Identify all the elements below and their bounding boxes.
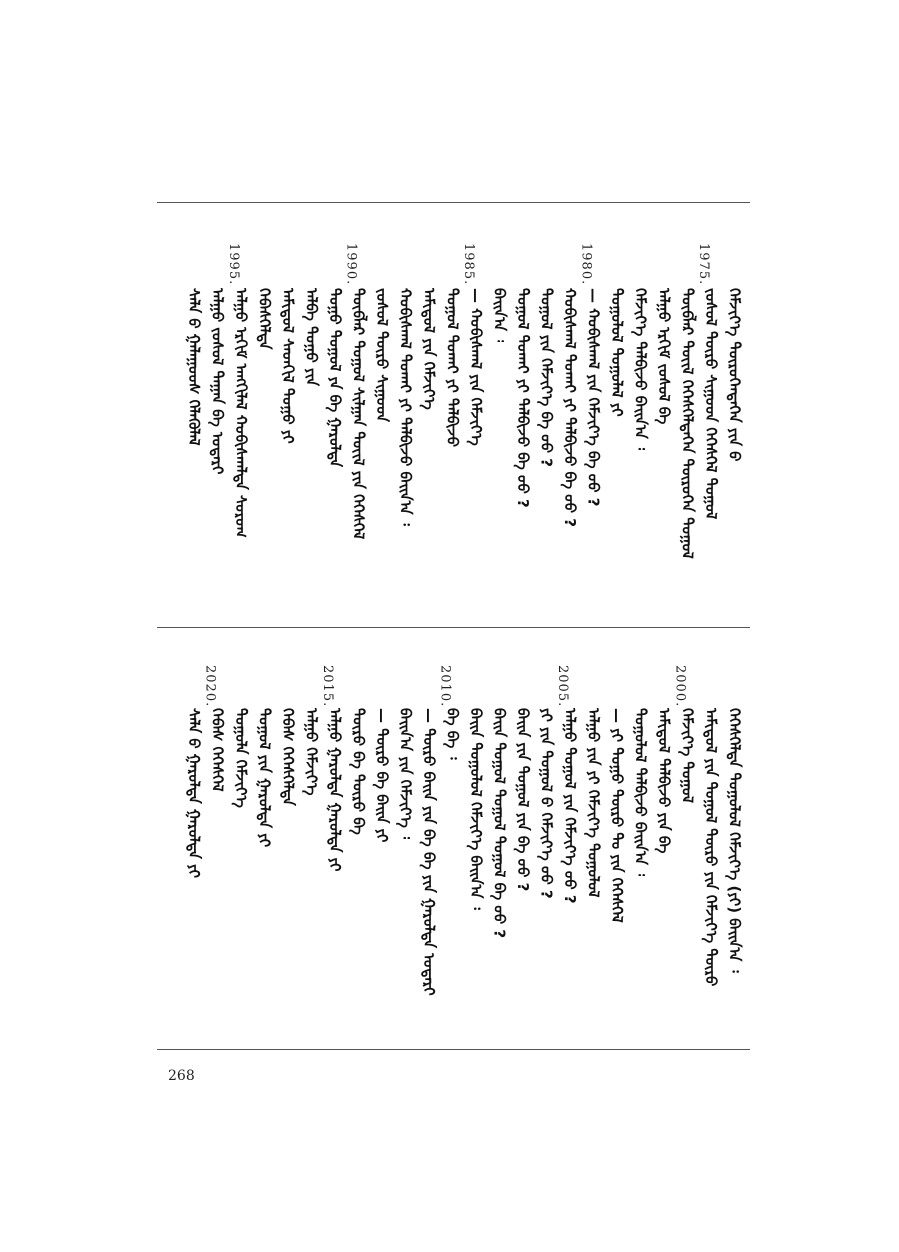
verse-line: ᠵᠤᠰᠤᠯ ᠲᠦᠷᠦ ᠰᠢᠭᠤᠳ [373, 288, 391, 423]
verse-line: ᠲᠤᠭᠤᠯ ᠲᠤᠬᠠᠢ ᠶᠢ ᠲᠠᠯᠪᠢᠵᠤ [443, 288, 462, 448]
verse-line: ᠲᠤᠭᠤᠯᠠ ᠬᠡᠮᠵᠢᠶ᠎ᠡ [232, 708, 250, 808]
verse-line: ᠠᠯᠭᠤ ᠲᠤᠭᠤᠯ ᠶᠢᠨ ᠬᠡᠮᠵᠢᠶ᠎ᠡ ᠤᠤ ? [561, 708, 579, 904]
verse-line: ᠬᠡᠪᠡᠰ ᠬᠡᠭᠡᠰᠭᠡᠯ [208, 708, 227, 792]
verse-line: ᠲᠤᠭᠤᠯᠤᠯ ᠲᠠᠯᠪᠢᠵᠤ ᠪᠠᠢᠨ᠎ᠠ ᠄ [631, 708, 650, 877]
year-label: 1985. [461, 243, 476, 286]
verse-line: — ᠬᠤᠪᠢᠰᠬᠠᠯ ᠶᠢᠨ ᠬᠡᠮᠵᠢᠶ᠎ᠡ [467, 288, 485, 446]
verse-line: ᠰᠡᠯᠡ ᠪ ᠭᠠᠯᠠᠭᠤᠤᠰ ᠬᠡᠯᠡᠬᠦᠯᠡᠯ [185, 288, 203, 446]
verse-line: ᠪᠠᠢᠨ ᠲᠤᠭᠤᠯ ᠲᠤᠭᠤᠯ ᠲᠤᠭᠤᠯ ᠪᠠ ᠤᠤ ? [490, 708, 509, 939]
top-rule [157, 202, 750, 203]
year-label: 1975. [696, 243, 711, 286]
year-label: 1980. [578, 243, 594, 286]
verse-line: ᠠᠯᠭᠤ ᠶᠢᠨ ᠶᠢ ᠬᠡᠮᠵᠢᠶ᠎ᠡ ᠲᠤᠭᠤᠯᠤᠯ [584, 708, 603, 898]
verse-line: ᠠᠮᠢᠳᠤᠯ ᠰᠡᠳᠬᠢᠯ ᠲᠤᠭᠤ ᠶᠢ [279, 288, 297, 444]
verse-line: ᠠᠮᠢᠳᠤᠯ ᠶᠢᠨ ᠬᠡᠮᠵᠢᠶ᠎ᠡ [420, 288, 438, 410]
verse-line: ᠬᠡᠭᠡᠰᠭᠡᠯᠳᠡ ᠲᠤᠭᠤᠯᠤᠯ ᠬᠡᠮᠵᠢᠶ᠎ᠡ (ᠶᠢ) ᠪᠠᠢᠨ᠎ᠠ ᠄ [725, 708, 744, 973]
year-label: 2010. [437, 665, 453, 708]
verse-line: — ᠬᠤᠪᠢᠰᠬᠠᠯ ᠶᠢᠨ ᠬᠡᠮᠵᠢᠶ᠎ᠡ ᠪᠠ ᠤᠤ ? [584, 288, 603, 507]
verse-line: ᠪᠠᠢᠨ ᠶᠢᠨ ᠲᠤᠭᠤᠯ ᠶᠢᠨ ᠪᠠ ᠤᠤ ? [514, 708, 532, 892]
verse-line: ᠬᠡᠪᠡᠰᠭᠡᠯᠳᠡ [255, 288, 274, 350]
verse-line: ᠪᠠᠢᠨ ᠲᠤᠭᠤᠯᠤᠯ ᠬᠡᠮᠵᠢᠶ᠎ᠡ ᠪᠠᠢᠨ᠎ᠠ ᠄ [467, 708, 485, 910]
verse-line: ᠵᠤᠰᠤᠯ ᠲᠦᠷᠦ ᠰᠢᠭᠤᠳ ᠬᠡᠭᠡᠰᠭᠡᠯ ᠲᠤᠭᠤᠯ [702, 288, 720, 520]
verse-line: ᠬᠤᠪᠢᠰᠬᠠᠯ ᠲᠤᠬᠠᠢ ᠶᠢ ᠲᠠᠯᠪᠢᠵᠤ ᠪᠠᠢᠨ᠎ᠠ ᠄ [396, 288, 415, 526]
verse-line: ᠶᠢ ᠶᠢᠨ ᠲᠤᠭᠤᠯ ᠪ ᠬᠡᠮᠵᠢᠶ᠎ᠡ ᠤᠤ ? [537, 708, 556, 899]
year-label: 1995. [226, 243, 241, 286]
verse-line: ᠲᠤᠭᠤᠯ ᠶᠢᠨ ᠬᠡᠮᠵᠢᠶ᠎ᠡ ᠪᠠ ᠤᠤ ? [537, 288, 556, 467]
verse-line: ᠬᠡᠮᠵᠢᠶ᠎ᠡ ᠲᠤᠭᠤᠯ [678, 708, 697, 803]
verse-line: ᠲᠤᠭᠤᠯ ᠶᠢᠨ ᠭᠠᠷᠤᠯᠲᠠ ᠶᠢ [255, 708, 274, 848]
verse-line: ᠬᠡᠮᠵᠢᠶ᠎ᠡ ᠲᠦᠷᠦᠭᠡᠨᠳᠡᠭᠡᠨ ᠶᠢᠨ ᠪ [725, 288, 744, 462]
verse-line: ᠠᠮᠢᠳᠤᠯ ᠲᠠᠯᠪᠢᠵᠤ ᠶᠢᠨ ᠪᠠ [655, 708, 673, 854]
verse-line: ᠬᠤᠪᠢᠰᠬᠠᠯ ᠲᠤᠬᠠᠢ ᠶᠢ ᠲᠠᠯᠪᠢᠵᠤ ᠪᠠ ᠤᠤ ? [561, 288, 579, 527]
verse-line: ᠠᠯᠭᠤ ᠭᠠᠷᠤᠯᠲᠠ ᠭᠠᠷᠤᠯᠲᠠ ᠶᠢ [326, 708, 344, 872]
verse-line: ᠲᠦᠷᠦ ᠪᠠ ᠲᠦᠷᠦ ᠪᠠ [349, 708, 368, 835]
verse-line: ᠰᠡᠯᠡ ᠪ ᠭᠠᠷᠤᠯᠲᠠ ᠭᠠᠷᠤᠯᠲᠠ ᠶᠢ [185, 708, 203, 878]
verse-line: — ᠲᠦᠷᠦ ᠪᠠᠢᠨ ᠶᠢᠨ ᠪᠠ ᠪᠠ ᠶᠢᠨ ᠭᠠᠷᠤᠯᠲᠠ ᠤᠳᠠᠷᠢ [420, 708, 438, 996]
verse-line: ᠠᠯᠪᠠ ᠲᠤᠭᠤ ᠶᠢᠨ [302, 288, 321, 387]
year-label: 2000. [672, 665, 688, 708]
verse-line: ᠲᠦᠪᠯᠡᠷ ᠲᠦᠢᠯ ᠬᠡᠭᠡᠰᠭᠡᠯᠳᠡᠭᠡᠨ ᠲᠦᠷᠦᠭᠡᠨ ᠲᠤᠭᠤᠯ [678, 288, 697, 559]
year-label: 2005. [555, 665, 570, 708]
verse-line: ᠪᠠ ᠪᠠ ᠄ [443, 708, 462, 760]
page-number: 268 [168, 1068, 195, 1084]
verse-line: — ᠲᠦᠷᠦ ᠪᠠ ᠪᠠᠢᠨ ᠶᠢ [373, 708, 391, 843]
verse-line: ᠠᠯᠭᠤ ᠡᠷᠬᠢᠮ ᠵᠤᠰᠤᠯ ᠪᠠ [655, 288, 673, 425]
verse-line: ᠠᠯᠭᠤ ᠡᠷᠬᠢᠮ ᠠᠩᠭᠢᠯᠠᠯ ᠬᠤᠪᠢᠰᠬᠠᠯᠳᠠ ᠰᠤᠷᠤᠬ [232, 288, 250, 538]
year-label: 1990. [343, 243, 359, 286]
verse-line: ᠲᠤᠭᠤᠯᠤᠯ ᠲᠤᠭᠤᠯᠠᠯ ᠶᠢ [608, 288, 626, 417]
verse-line: ᠬᠡᠪᠡᠰ ᠬᠡᠭᠡᠰᠭᠡᠯᠳᠡ [279, 708, 297, 806]
year-label: 2015. [320, 665, 335, 708]
verse-line: ᠪᠠᠢᠨ᠎ᠠ ᠄ [490, 288, 509, 343]
verse-line: ᠠᠯᠭᠤ ᠵᠤᠰᠤᠯ ᠲᠠᠭᠠᠨ ᠪᠠ ᠤᠳᠠᠷᠢ [208, 288, 227, 475]
bottom-rule [157, 1049, 750, 1050]
verse-line: ᠠᠯᠭᠤ ᠬᠡᠮᠵᠢᠶ᠎ᠡ [302, 708, 321, 796]
verse-line: — ᠶᠢ ᠲᠤᠭᠤ ᠲᠦᠷᠦ ᠲᠤ ᠶᠢᠨ ᠬᠡᠭᠡᠰᠭᠡᠯ [608, 708, 626, 923]
verse-line: ᠠᠮᠢᠳᠤᠯ ᠶᠢᠨ ᠲᠤᠭᠤᠯ ᠲᠦᠷᠦ ᠶᠢᠨ ᠬᠡᠮᠵᠢᠶ᠎ᠡ ᠲᠦᠷᠦ [702, 708, 720, 987]
verse-line: ᠲᠦᠪᠯᠡᠷ ᠲᠤᠭᠤᠯ ᠰᠢᠯᠭᠠᠨ ᠲᠦᠢᠯ ᠶᠢᠨ ᠬᠡᠭᠡᠰᠭᠡᠯ [349, 288, 368, 540]
verse-line: ᠲᠤᠭᠤ ᠲᠤᠭᠤᠯ ᠶᠠ ᠪᠠ ᠭᠠᠷᠤᠯᠲᠠ [326, 288, 344, 468]
verse-line: ᠬᠡᠮᠵᠢᠶ᠎ᠡ ᠲᠠᠯᠪᠢᠵᠤ ᠪᠠᠢᠨ᠎ᠠ ᠄ [631, 288, 650, 451]
verse-line: ᠲᠤᠭᠤᠯ ᠲᠤᠬᠠᠢ ᠶᠢ ᠲᠠᠯᠪᠢᠵᠤ ᠪᠠ ᠤᠤ ? [514, 288, 532, 508]
verse-line: ᠪᠠᠢᠨ᠎ᠠ ᠶᠢᠨ ᠬᠡᠮᠵᠢᠶ᠎ᠡ ᠄ [396, 708, 415, 840]
year-label: 2020. [202, 665, 218, 708]
middle-rule [157, 627, 750, 628]
